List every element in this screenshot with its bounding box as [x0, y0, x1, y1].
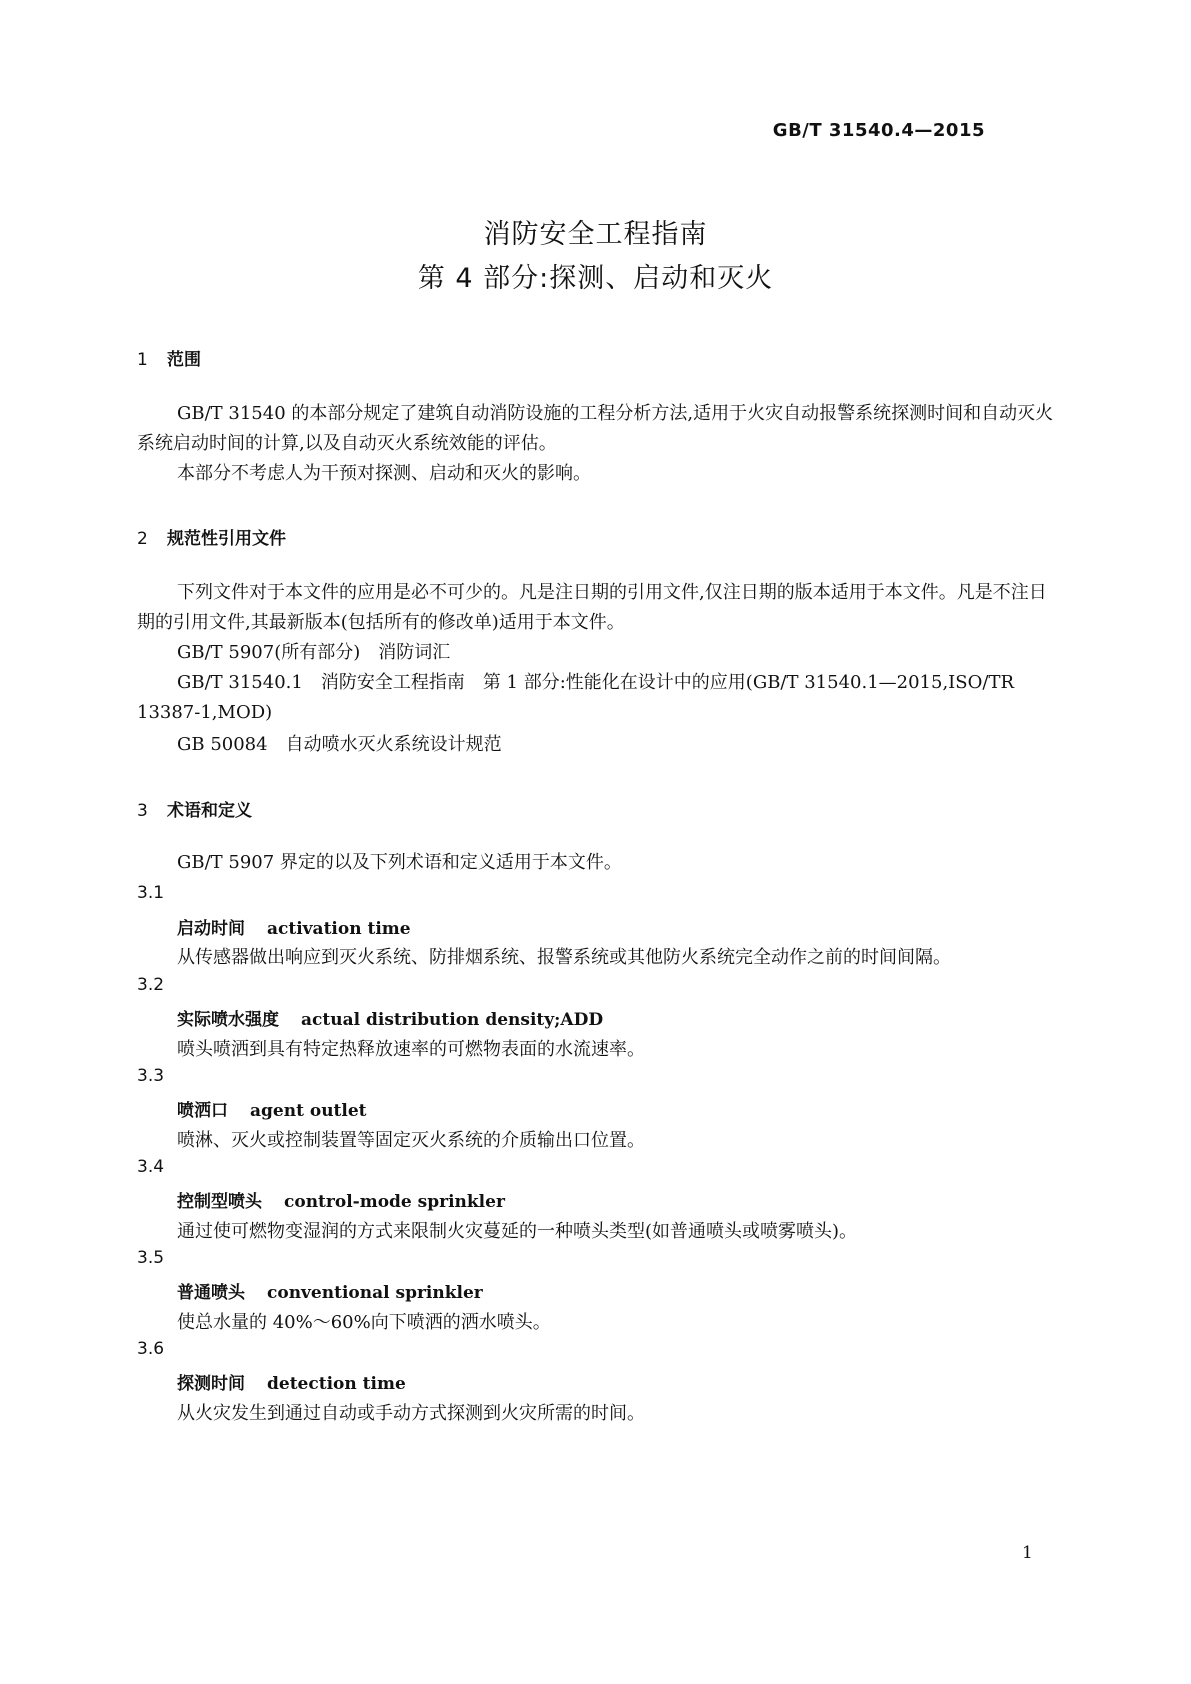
term-definition: 喷头喷洒到具有特定热释放速率的可燃物表面的水流速率。	[177, 1039, 645, 1060]
terms-intro: GB/T 5907 界定的以及下列术语和定义适用于本文件。	[177, 852, 622, 873]
term-english: activation time	[267, 919, 411, 939]
term-entry	[177, 1187, 505, 1212]
section-title: 范围	[167, 350, 201, 370]
section-title: 规范性引用文件	[167, 529, 286, 549]
term-chinese: 普通喷头	[177, 1283, 245, 1303]
reference-item: GB/T 31540.1 消防安全工程指南 第 1 部分:性能化在设计中的应用(GB/T 31540.1—2015,ISO/TR 13387-1,MOD)	[137, 672, 1014, 723]
term-chinese: 启动时间	[177, 919, 245, 939]
section-heading-terms	[137, 796, 252, 821]
term-chinese: 控制型喷头	[177, 1192, 262, 1212]
term-entry	[177, 914, 411, 939]
reference-item: GB/T 5907(所有部分) 消防词汇	[177, 642, 451, 663]
standard-number: GB/T 31540.4—2015	[772, 120, 985, 141]
section-number: 2	[137, 529, 148, 549]
term-english: detection time	[267, 1374, 406, 1394]
term-number: 3.5	[137, 1248, 165, 1268]
term-number: 3.1	[137, 883, 165, 903]
term-english: agent outlet	[250, 1101, 367, 1121]
term-number: 3.2	[137, 975, 165, 995]
term-definition: 从传感器做出响应到灭火系统、防排烟系统、报警系统或其他防火系统完全动作之前的时间间隔。	[177, 947, 951, 968]
term-entry	[177, 1096, 367, 1121]
document-title: 消防安全工程指南	[483, 219, 708, 250]
term-definition: 通过使可燃物变湿润的方式来限制火灾蔓延的一种喷头类型(如普通喷头或喷雾喷头)。	[177, 1221, 858, 1242]
section-number: 3	[137, 801, 148, 821]
term-entry	[177, 1369, 406, 1394]
scope-paragraph: GB/T 31540 的本部分规定了建筑自动消防设施的工程分析方法,适用于火灾自动报警系统探测时间和自动灭火系统启动时间的计算,以及自动灭火系统效能的评估。	[137, 403, 1054, 454]
term-entry	[177, 1278, 483, 1303]
section-title: 术语和定义	[167, 801, 252, 821]
term-english: control-mode sprinkler	[284, 1192, 505, 1212]
references-intro: 下列文件对于本文件的应用是必不可少的。凡是注日期的引用文件,仅注日期的版本适用于本文件。凡是不注日期的引用文件,其最新版本(包括所有的修改单)适用于本文件。	[137, 582, 1047, 633]
section-heading-normative-references	[137, 524, 286, 549]
term-definition: 喷淋、灭火或控制装置等固定灭火系统的介质输出口位置。	[177, 1130, 645, 1151]
term-chinese: 喷洒口	[177, 1101, 228, 1121]
scope-note: 本部分不考虑人为干预对探测、启动和灭火的影响。	[177, 463, 591, 484]
term-definition: 从火灾发生到通过自动或手动方式探测到火灾所需的时间。	[177, 1403, 645, 1424]
section-heading-scope	[137, 345, 201, 370]
document-subtitle: 第 4 部分:探测、启动和灭火	[417, 263, 774, 294]
reference-item: GB 50084 自动喷水灭火系统设计规范	[177, 734, 502, 755]
term-number: 3.6	[137, 1339, 165, 1359]
term-chinese: 实际喷水强度	[177, 1010, 279, 1030]
term-number: 3.3	[137, 1066, 165, 1086]
section-number: 1	[137, 350, 148, 370]
term-chinese: 探测时间	[177, 1374, 245, 1394]
term-entry	[177, 1005, 603, 1030]
term-definition: 使总水量的 40%～60%向下喷洒的洒水喷头。	[177, 1312, 551, 1333]
term-english: conventional sprinkler	[267, 1283, 483, 1303]
term-number: 3.4	[137, 1157, 165, 1177]
term-english: actual distribution density;ADD	[301, 1010, 604, 1030]
page-number: 1	[1022, 1543, 1033, 1563]
